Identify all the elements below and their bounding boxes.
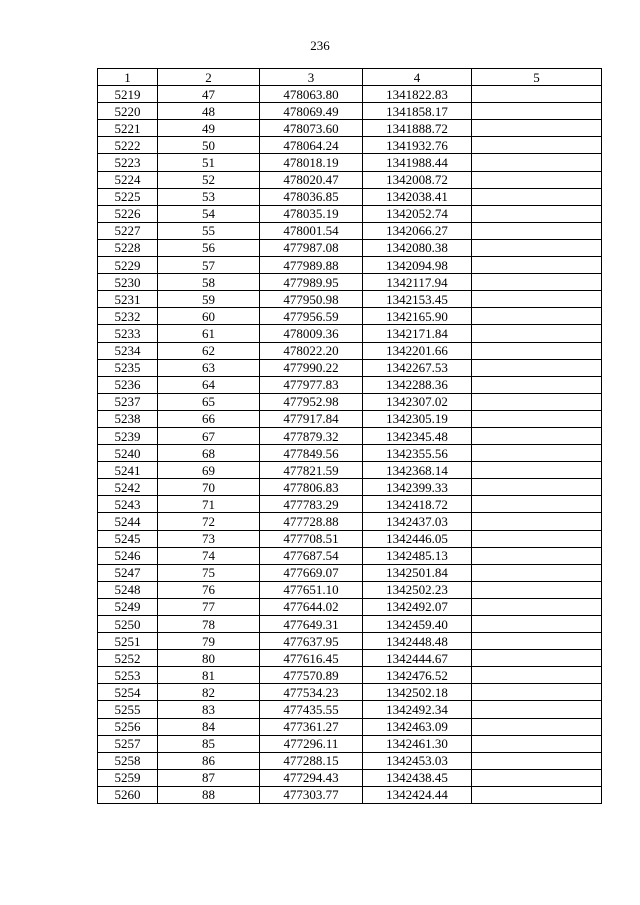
table-row	[98, 650, 602, 667]
y-coordinate-cell: 1342446.05	[363, 530, 472, 547]
vertex-number-cell: 52	[158, 171, 260, 188]
y-coordinate-cell: 1341888.72	[363, 120, 472, 137]
x-coordinate-cell: 477989.88	[260, 257, 363, 274]
point-number-cell: 5259	[98, 769, 158, 786]
y-coordinate-cell: 1342080.38	[363, 239, 472, 256]
note-cell	[472, 342, 602, 359]
x-coordinate-cell: 478035.19	[260, 205, 363, 222]
y-coordinate-cell: 1342502.23	[363, 581, 472, 598]
x-coordinate-cell: 477361.27	[260, 718, 363, 735]
table-row	[98, 103, 602, 120]
note-cell	[472, 257, 602, 274]
note-cell	[472, 718, 602, 735]
point-number-cell: 5224	[98, 171, 158, 188]
y-coordinate-cell: 1342038.41	[363, 188, 472, 205]
y-coordinate-cell: 1342501.84	[363, 564, 472, 581]
vertex-number-cell: 49	[158, 120, 260, 137]
point-number-cell: 5232	[98, 308, 158, 325]
point-number-cell: 5254	[98, 684, 158, 701]
y-coordinate-cell: 1341932.76	[363, 137, 472, 154]
x-coordinate-cell: 477288.15	[260, 752, 363, 769]
x-coordinate-cell: 477987.08	[260, 239, 363, 256]
point-number-cell: 5251	[98, 633, 158, 650]
note-cell	[472, 633, 602, 650]
y-coordinate-cell: 1342305.19	[363, 410, 472, 427]
point-number-cell: 5248	[98, 581, 158, 598]
table-row	[98, 257, 602, 274]
column-header-2: 2	[158, 69, 260, 86]
vertex-number-cell: 57	[158, 257, 260, 274]
y-coordinate-cell: 1342094.98	[363, 257, 472, 274]
vertex-number-cell: 53	[158, 188, 260, 205]
vertex-number-cell: 81	[158, 667, 260, 684]
point-number-cell: 5240	[98, 445, 158, 462]
note-cell	[472, 547, 602, 564]
x-coordinate-cell: 477294.43	[260, 769, 363, 786]
note-cell	[472, 496, 602, 513]
vertex-number-cell: 83	[158, 701, 260, 718]
column-header-5: 5	[472, 69, 602, 86]
point-number-cell: 5245	[98, 530, 158, 547]
vertex-number-cell: 78	[158, 616, 260, 633]
point-number-cell: 5237	[98, 393, 158, 410]
note-cell	[472, 650, 602, 667]
table-row	[98, 120, 602, 137]
table-row	[98, 598, 602, 615]
note-cell	[472, 769, 602, 786]
note-cell	[472, 393, 602, 410]
point-number-cell: 5238	[98, 410, 158, 427]
note-cell	[472, 581, 602, 598]
x-coordinate-cell: 477687.54	[260, 547, 363, 564]
x-coordinate-cell: 478020.47	[260, 171, 363, 188]
note-cell	[472, 308, 602, 325]
x-coordinate-cell: 478022.20	[260, 342, 363, 359]
point-number-cell: 5244	[98, 513, 158, 530]
vertex-number-cell: 47	[158, 86, 260, 103]
note-cell	[472, 479, 602, 496]
note-cell	[472, 274, 602, 291]
point-number-cell: 5246	[98, 547, 158, 564]
x-coordinate-cell: 477669.07	[260, 564, 363, 581]
table-row	[98, 376, 602, 393]
note-cell	[472, 291, 602, 308]
x-coordinate-cell: 478064.24	[260, 137, 363, 154]
vertex-number-cell: 76	[158, 581, 260, 598]
point-number-cell: 5228	[98, 239, 158, 256]
table-row	[98, 445, 602, 462]
x-coordinate-cell: 477296.11	[260, 735, 363, 752]
table-row	[98, 342, 602, 359]
x-coordinate-cell: 477952.98	[260, 393, 363, 410]
vertex-number-cell: 64	[158, 376, 260, 393]
y-coordinate-cell: 1342052.74	[363, 205, 472, 222]
point-number-cell: 5221	[98, 120, 158, 137]
x-coordinate-cell: 477821.59	[260, 462, 363, 479]
table-row	[98, 86, 602, 103]
vertex-number-cell: 66	[158, 410, 260, 427]
note-cell	[472, 786, 602, 803]
y-coordinate-cell: 1341858.17	[363, 103, 472, 120]
point-number-cell: 5231	[98, 291, 158, 308]
y-coordinate-cell: 1342355.56	[363, 445, 472, 462]
y-coordinate-cell: 1342368.14	[363, 462, 472, 479]
x-coordinate-cell: 477651.10	[260, 581, 363, 598]
y-coordinate-cell: 1342165.90	[363, 308, 472, 325]
table-row	[98, 274, 602, 291]
note-cell	[472, 513, 602, 530]
x-coordinate-cell: 477783.29	[260, 496, 363, 513]
x-coordinate-cell: 477435.55	[260, 701, 363, 718]
vertex-number-cell: 87	[158, 769, 260, 786]
vertex-number-cell: 61	[158, 325, 260, 342]
table-row	[98, 769, 602, 786]
point-number-cell: 5239	[98, 427, 158, 444]
vertex-number-cell: 85	[158, 735, 260, 752]
vertex-number-cell: 71	[158, 496, 260, 513]
table-row	[98, 530, 602, 547]
vertex-number-cell: 82	[158, 684, 260, 701]
point-number-cell: 5255	[98, 701, 158, 718]
point-number-cell: 5250	[98, 616, 158, 633]
x-coordinate-cell: 477917.84	[260, 410, 363, 427]
table-row	[98, 667, 602, 684]
y-coordinate-cell: 1342492.07	[363, 598, 472, 615]
vertex-number-cell: 51	[158, 154, 260, 171]
note-cell	[472, 410, 602, 427]
y-coordinate-cell: 1342448.48	[363, 633, 472, 650]
vertex-number-cell: 88	[158, 786, 260, 803]
point-number-cell: 5252	[98, 650, 158, 667]
vertex-number-cell: 62	[158, 342, 260, 359]
note-cell	[472, 376, 602, 393]
point-number-cell: 5256	[98, 718, 158, 735]
table-row	[98, 513, 602, 530]
note-cell	[472, 239, 602, 256]
x-coordinate-cell: 478063.80	[260, 86, 363, 103]
table-header-row	[98, 69, 602, 86]
y-coordinate-cell: 1342307.02	[363, 393, 472, 410]
table-row	[98, 222, 602, 239]
point-number-cell: 5242	[98, 479, 158, 496]
column-header-1: 1	[98, 69, 158, 86]
y-coordinate-cell: 1342267.53	[363, 359, 472, 376]
column-header-3: 3	[260, 69, 363, 86]
vertex-number-cell: 48	[158, 103, 260, 120]
x-coordinate-cell: 477570.89	[260, 667, 363, 684]
note-cell	[472, 462, 602, 479]
point-number-cell: 5234	[98, 342, 158, 359]
note-cell	[472, 701, 602, 718]
y-coordinate-cell: 1342008.72	[363, 171, 472, 188]
y-coordinate-cell: 1342345.48	[363, 427, 472, 444]
coordinates-table	[97, 68, 602, 804]
vertex-number-cell: 74	[158, 547, 260, 564]
vertex-number-cell: 72	[158, 513, 260, 530]
y-coordinate-cell: 1342201.66	[363, 342, 472, 359]
y-coordinate-cell: 1342117.94	[363, 274, 472, 291]
point-number-cell: 5220	[98, 103, 158, 120]
table-row	[98, 427, 602, 444]
vertex-number-cell: 70	[158, 479, 260, 496]
table-row	[98, 479, 602, 496]
point-number-cell: 5253	[98, 667, 158, 684]
vertex-number-cell: 80	[158, 650, 260, 667]
y-coordinate-cell: 1342153.45	[363, 291, 472, 308]
table-row	[98, 616, 602, 633]
table-row	[98, 684, 602, 701]
column-header-4: 4	[363, 69, 472, 86]
y-coordinate-cell: 1342418.72	[363, 496, 472, 513]
y-coordinate-cell: 1342444.67	[363, 650, 472, 667]
y-coordinate-cell: 1342438.45	[363, 769, 472, 786]
y-coordinate-cell: 1341822.83	[363, 86, 472, 103]
vertex-number-cell: 54	[158, 205, 260, 222]
note-cell	[472, 86, 602, 103]
y-coordinate-cell: 1342463.09	[363, 718, 472, 735]
table-row	[98, 325, 602, 342]
point-number-cell: 5260	[98, 786, 158, 803]
vertex-number-cell: 68	[158, 445, 260, 462]
vertex-number-cell: 84	[158, 718, 260, 735]
vertex-number-cell: 69	[158, 462, 260, 479]
y-coordinate-cell: 1342461.30	[363, 735, 472, 752]
vertex-number-cell: 75	[158, 564, 260, 581]
point-number-cell: 5258	[98, 752, 158, 769]
note-cell	[472, 137, 602, 154]
y-coordinate-cell: 1342288.36	[363, 376, 472, 393]
point-number-cell: 5226	[98, 205, 158, 222]
point-number-cell: 5223	[98, 154, 158, 171]
point-number-cell: 5219	[98, 86, 158, 103]
x-coordinate-cell: 477950.98	[260, 291, 363, 308]
point-number-cell: 5222	[98, 137, 158, 154]
table-body	[98, 86, 602, 804]
table-row	[98, 547, 602, 564]
table-row	[98, 239, 602, 256]
table-row	[98, 581, 602, 598]
table-row	[98, 735, 602, 752]
table-row	[98, 564, 602, 581]
note-cell	[472, 222, 602, 239]
note-cell	[472, 684, 602, 701]
x-coordinate-cell: 477644.02	[260, 598, 363, 615]
point-number-cell: 5230	[98, 274, 158, 291]
table-row	[98, 410, 602, 427]
note-cell	[472, 171, 602, 188]
y-coordinate-cell: 1341988.44	[363, 154, 472, 171]
x-coordinate-cell: 477956.59	[260, 308, 363, 325]
y-coordinate-cell: 1342485.13	[363, 547, 472, 564]
y-coordinate-cell: 1342424.44	[363, 786, 472, 803]
vertex-number-cell: 58	[158, 274, 260, 291]
note-cell	[472, 598, 602, 615]
table-row	[98, 359, 602, 376]
vertex-number-cell: 50	[158, 137, 260, 154]
table-row	[98, 188, 602, 205]
note-cell	[472, 427, 602, 444]
x-coordinate-cell: 477879.32	[260, 427, 363, 444]
point-number-cell: 5247	[98, 564, 158, 581]
point-number-cell: 5233	[98, 325, 158, 342]
table-row	[98, 171, 602, 188]
x-coordinate-cell: 477616.45	[260, 650, 363, 667]
note-cell	[472, 564, 602, 581]
x-coordinate-cell: 477806.83	[260, 479, 363, 496]
table-row	[98, 291, 602, 308]
table-row	[98, 701, 602, 718]
note-cell	[472, 735, 602, 752]
y-coordinate-cell: 1342399.33	[363, 479, 472, 496]
note-cell	[472, 445, 602, 462]
x-coordinate-cell: 477649.31	[260, 616, 363, 633]
table-row	[98, 718, 602, 735]
table-row	[98, 154, 602, 171]
point-number-cell: 5241	[98, 462, 158, 479]
point-number-cell: 5229	[98, 257, 158, 274]
note-cell	[472, 752, 602, 769]
vertex-number-cell: 59	[158, 291, 260, 308]
vertex-number-cell: 79	[158, 633, 260, 650]
vertex-number-cell: 86	[158, 752, 260, 769]
x-coordinate-cell: 477849.56	[260, 445, 363, 462]
vertex-number-cell: 55	[158, 222, 260, 239]
vertex-number-cell: 63	[158, 359, 260, 376]
point-number-cell: 5236	[98, 376, 158, 393]
point-number-cell: 5227	[98, 222, 158, 239]
x-coordinate-cell: 477303.77	[260, 786, 363, 803]
x-coordinate-cell: 478073.60	[260, 120, 363, 137]
point-number-cell: 5235	[98, 359, 158, 376]
y-coordinate-cell: 1342459.40	[363, 616, 472, 633]
y-coordinate-cell: 1342453.03	[363, 752, 472, 769]
table-row	[98, 633, 602, 650]
vertex-number-cell: 73	[158, 530, 260, 547]
table-row	[98, 752, 602, 769]
note-cell	[472, 103, 602, 120]
table-row	[98, 308, 602, 325]
vertex-number-cell: 65	[158, 393, 260, 410]
x-coordinate-cell: 477708.51	[260, 530, 363, 547]
x-coordinate-cell: 477534.23	[260, 684, 363, 701]
point-number-cell: 5257	[98, 735, 158, 752]
note-cell	[472, 616, 602, 633]
table-row	[98, 786, 602, 803]
note-cell	[472, 205, 602, 222]
y-coordinate-cell: 1342492.34	[363, 701, 472, 718]
vertex-number-cell: 56	[158, 239, 260, 256]
x-coordinate-cell: 478069.49	[260, 103, 363, 120]
point-number-cell: 5249	[98, 598, 158, 615]
y-coordinate-cell: 1342171.84	[363, 325, 472, 342]
x-coordinate-cell: 478018.19	[260, 154, 363, 171]
x-coordinate-cell: 478036.85	[260, 188, 363, 205]
x-coordinate-cell: 477977.83	[260, 376, 363, 393]
y-coordinate-cell: 1342437.03	[363, 513, 472, 530]
y-coordinate-cell: 1342066.27	[363, 222, 472, 239]
table-row	[98, 205, 602, 222]
x-coordinate-cell: 478001.54	[260, 222, 363, 239]
note-cell	[472, 359, 602, 376]
x-coordinate-cell: 478009.36	[260, 325, 363, 342]
point-number-cell: 5225	[98, 188, 158, 205]
table-row	[98, 137, 602, 154]
table-row	[98, 462, 602, 479]
note-cell	[472, 120, 602, 137]
y-coordinate-cell: 1342476.52	[363, 667, 472, 684]
x-coordinate-cell: 477989.95	[260, 274, 363, 291]
table-row	[98, 496, 602, 513]
x-coordinate-cell: 477728.88	[260, 513, 363, 530]
vertex-number-cell: 67	[158, 427, 260, 444]
page-number: 236	[310, 38, 330, 53]
vertex-number-cell: 60	[158, 308, 260, 325]
x-coordinate-cell: 477637.95	[260, 633, 363, 650]
note-cell	[472, 667, 602, 684]
vertex-number-cell: 77	[158, 598, 260, 615]
x-coordinate-cell: 477990.22	[260, 359, 363, 376]
y-coordinate-cell: 1342502.18	[363, 684, 472, 701]
note-cell	[472, 325, 602, 342]
note-cell	[472, 154, 602, 171]
note-cell	[472, 188, 602, 205]
point-number-cell: 5243	[98, 496, 158, 513]
table-row	[98, 393, 602, 410]
note-cell	[472, 530, 602, 547]
